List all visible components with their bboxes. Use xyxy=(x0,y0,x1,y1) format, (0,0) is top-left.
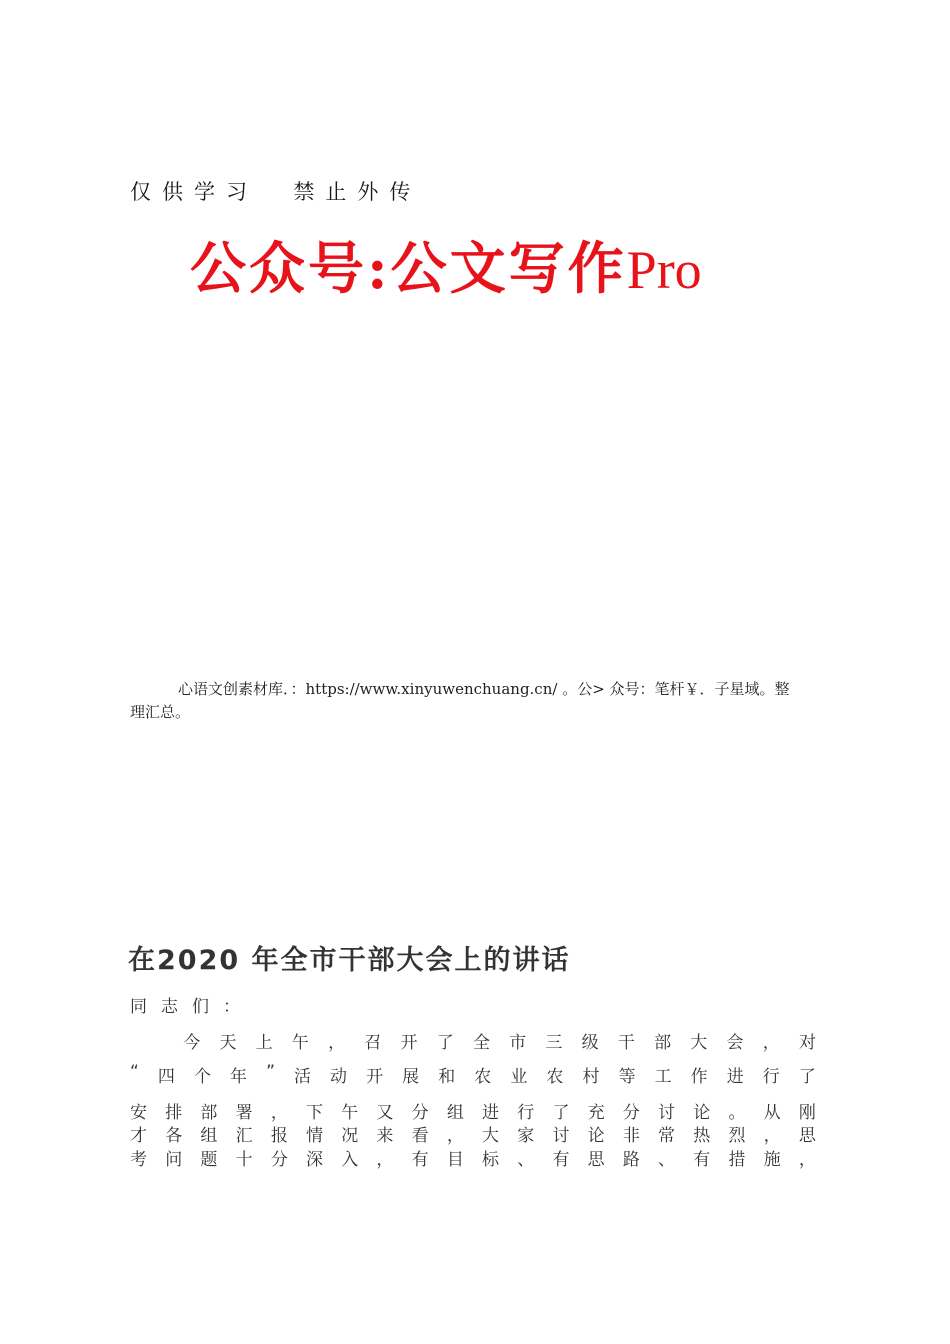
source-note-line2: 理汇总。 xyxy=(130,703,191,721)
salutation: 同志们： xyxy=(130,997,254,1017)
body-line: 安 排 部 署 ， 下 午 又 分 组 进 行 了 充 分 讨 论 。 从 刚 xyxy=(130,1103,816,1123)
brand-text: 公众号:公文写作 xyxy=(190,236,627,302)
source-note xyxy=(130,678,830,724)
document-title: 在2020 年全市干部大会上的讲话 xyxy=(128,945,571,976)
body-line: 今 天 上 午 ， 召 开 了 全 市 三 级 干 部 大 会 ， 对 xyxy=(183,1033,816,1053)
brand-suffix: Pro xyxy=(626,240,702,300)
source-note-line1: 心语文创素材库．：https://www.xinyuwenchuang.cn/ 。公> 众号：笔杆￥．子星域。整 xyxy=(178,680,790,698)
body-line: 考 问 题 十 分 深 入 ， 有 目 标 、 有 思 路 、 有 措 施 ， xyxy=(130,1150,816,1170)
notice-text: 仅供学习 禁止外传 xyxy=(130,180,422,204)
brand-banner xyxy=(190,225,702,305)
body-line: “ 四 个 年 ” 活 动 开 展 和 农 业 农 村 等 工 作 进 行 了 xyxy=(130,1062,816,1087)
body-line: 才 各 组 汇 报 情 况 来 看 ， 大 家 讨 论 非 常 热 烈 ， 思 xyxy=(130,1126,816,1146)
